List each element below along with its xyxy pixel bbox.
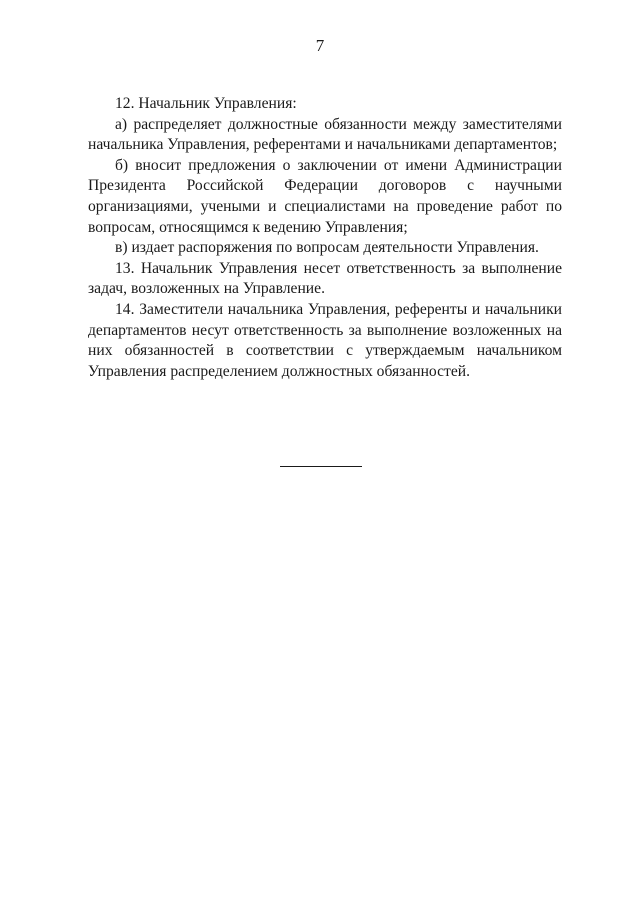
page-number: 7 <box>315 36 325 55</box>
document-body <box>88 94 562 382</box>
paragraph-12-item-v: в) издает распоряжения по вопросам деятельности Управления. <box>115 239 539 257</box>
paragraph-12-heading: 12. Начальник Управления: <box>115 95 297 112</box>
paragraph-14: 14. Заместители начальника Управления, референты и начальники департаментов несут ответственность за выполнение возложенных на них обязанностей в соответствии с утверждаемым начальником Управления распределением должностных обязанностей. <box>88 300 562 380</box>
paragraph-12-item-a: а) распределяет должностные обязанности между заместителями начальника Управления, референтами и начальниками департаментов; <box>88 115 562 154</box>
end-of-text-rule <box>280 466 362 467</box>
paragraph-13: 13. Начальник Управления несет ответственность за выполнение задач, возложенных на Управление. <box>88 259 562 298</box>
paragraph-12-item-b: б) вносит предложения о заключении от имени Администрации Президента Российской Федерации договоров с научными организациями, учеными и специалистами на проведение работ по вопросам, относящимся к ведению Управления; <box>88 156 562 236</box>
